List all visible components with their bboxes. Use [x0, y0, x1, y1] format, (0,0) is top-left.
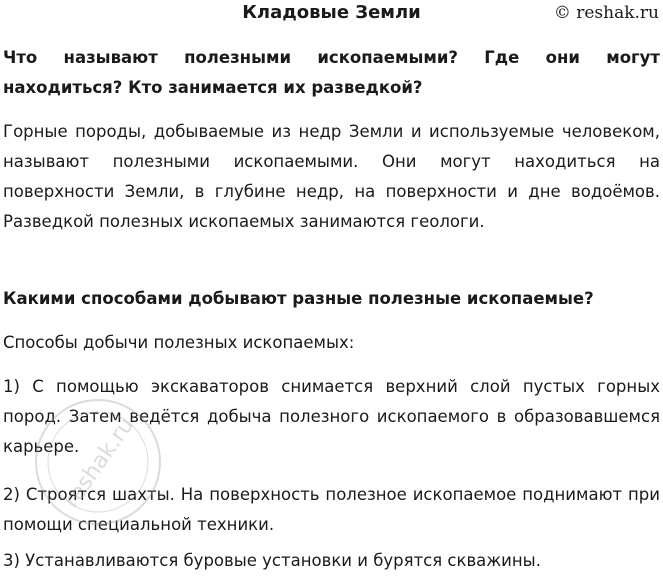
- page-title: Кладовые Земли: [242, 2, 421, 23]
- answer-1: Горные породы, добываемые из недр Земли и используемые человеком, называют полезными ископаемыми. Они могут находиться на поверхности Земли, в глубине недр, на поверхности и дне водоёмов. Разведкой полезных ископаемых занимаются геологи.: [3, 122, 660, 231]
- watermark-text: reshak.ru: [59, 413, 140, 513]
- method-item-3: 3) Устанавливаются буровые установки и бурятся скважины.: [3, 551, 541, 570]
- method-item-2: 2) Строятся шахты. На поверхность полезное ископаемое поднимают при помощи специальной техники.: [3, 485, 660, 534]
- copyright-notice: © reshak.ru: [553, 3, 659, 23]
- question-1: Что называют полезными ископаемыми? Где они могут находиться? Кто занимается их разведкой?: [3, 48, 660, 97]
- question-2: Какими способами добывают разные полезные ископаемые?: [3, 289, 594, 308]
- method-item-1: 1) С помощью экскаваторов снимается верхний слой пустых горных пород. Затем ведётся добыча полезного ископаемого в образовавшемся карьере.: [3, 377, 660, 456]
- methods-intro: Способы добычи полезных ископаемых:: [3, 333, 355, 352]
